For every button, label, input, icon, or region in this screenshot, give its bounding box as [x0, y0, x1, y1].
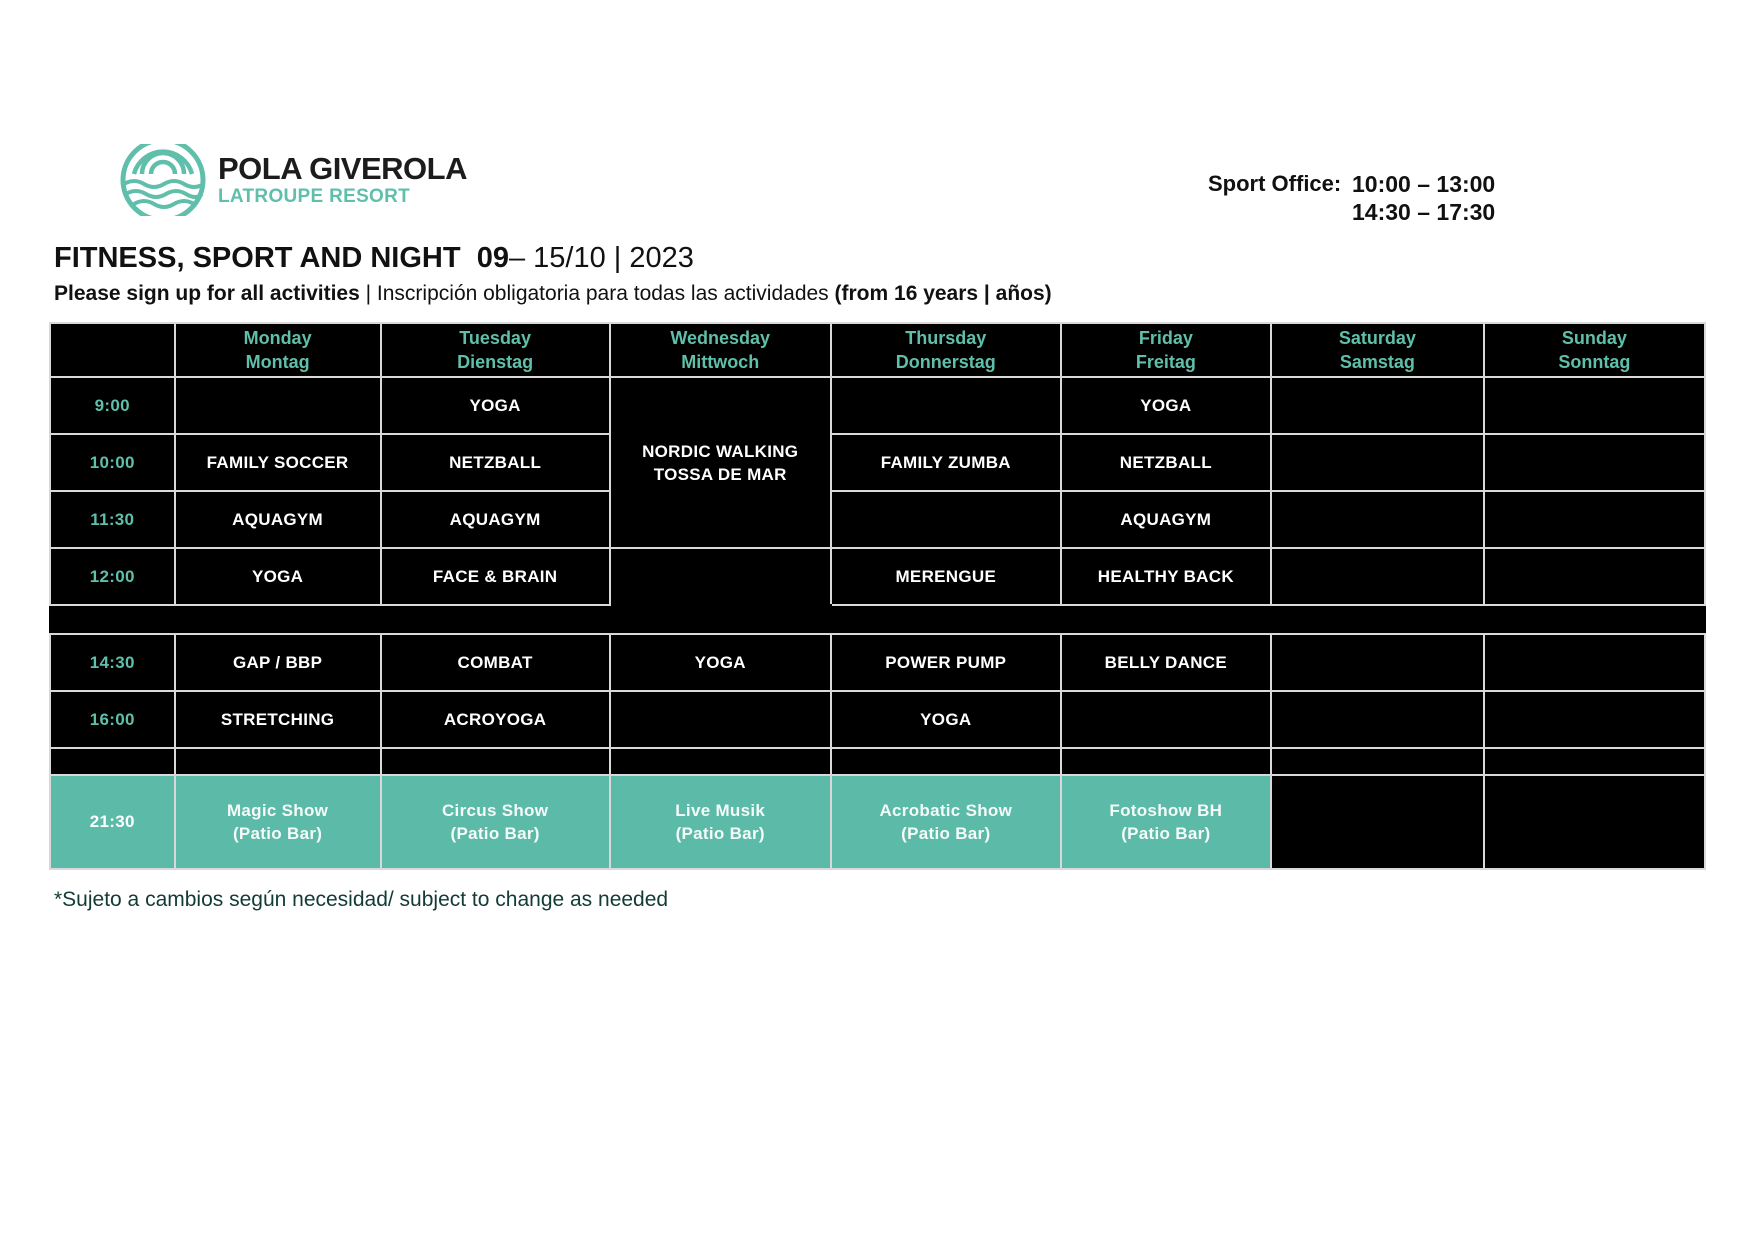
night-show-cell: Fotoshow BH (Patio Bar)	[1061, 775, 1271, 869]
activity-cell	[1271, 434, 1484, 491]
activity-cell: YOGA	[381, 377, 610, 434]
time-cell: 10:00	[50, 434, 175, 491]
activity-cell: YOGA	[831, 691, 1061, 748]
activity-cell	[1271, 377, 1484, 434]
table-row	[50, 548, 1705, 605]
activity-cell: NETZBALL	[1061, 434, 1271, 491]
empty-cell	[381, 748, 610, 775]
night-show-row	[50, 775, 1705, 869]
activity-cell	[831, 491, 1061, 548]
activity-cell	[1484, 634, 1705, 691]
header-corner	[50, 323, 175, 377]
night-show-cell: Live Musik (Patio Bar)	[610, 775, 831, 869]
time-cell: 16:00	[50, 691, 175, 748]
activity-cell	[610, 691, 831, 748]
activity-cell: STRETCHING	[175, 691, 381, 748]
activity-cell: GAP / BBP	[175, 634, 381, 691]
activity-cell: FAMILY SOCCER	[175, 434, 381, 491]
header-day: Friday Freitag	[1061, 323, 1271, 377]
spacer-row	[50, 748, 1705, 775]
activity-cell	[1061, 691, 1271, 748]
activity-cell	[175, 377, 381, 434]
office-time-afternoon: 14:30 – 17:30	[1352, 199, 1496, 225]
empty-cell	[831, 748, 1061, 775]
title-dates	[477, 242, 694, 274]
footnote: *Sujeto a cambios según necesidad/ subject to change as needed	[54, 888, 669, 911]
table-row	[50, 434, 1705, 491]
header-day: Sunday Sonntag	[1484, 323, 1705, 377]
resort-logo-icon	[120, 144, 206, 216]
signup-notice-age: (from 16 years | años)	[834, 282, 1052, 305]
empty-cell	[50, 748, 175, 775]
empty-cell	[1271, 775, 1484, 869]
empty-cell	[1061, 748, 1271, 775]
activity-cell	[1484, 434, 1705, 491]
table-header-row	[50, 323, 1705, 377]
time-cell: 12:00	[50, 548, 175, 605]
time-cell: 11:30	[50, 491, 175, 548]
activity-cell: BELLY DANCE	[1061, 634, 1271, 691]
header-day: Wednesday Mittwoch	[610, 323, 831, 377]
time-cell: 14:30	[50, 634, 175, 691]
activity-schedule-table	[49, 322, 1706, 870]
table-row	[50, 691, 1705, 748]
header-day: Saturday Samstag	[1271, 323, 1484, 377]
activity-cell: FAMILY ZUMBA	[831, 434, 1061, 491]
sport-office-times	[1352, 170, 1552, 226]
table-row	[50, 491, 1705, 548]
office-time-morning: 10:00 – 13:00	[1352, 171, 1496, 197]
activity-cell: MERENGUE	[831, 548, 1061, 605]
time-cell: 9:00	[50, 377, 175, 434]
time-cell: 21:30	[50, 775, 175, 869]
sport-office-label: Sport Office:	[1208, 171, 1342, 196]
activity-cell	[1271, 691, 1484, 748]
activity-cell: AQUAGYM	[1061, 491, 1271, 548]
signup-notice-es: | Inscripción obligatoria para todas las actividades	[359, 282, 835, 305]
brand	[218, 152, 467, 208]
title-date-start: 09	[476, 242, 509, 274]
header-day: Thursday Donnerstag	[831, 323, 1061, 377]
activity-cell	[831, 377, 1061, 434]
activity-cell	[1484, 377, 1705, 434]
brand-subtitle: LATROUPE RESORT	[218, 186, 411, 207]
brand-name: POLA GIVEROLA	[218, 151, 467, 186]
table-row	[50, 377, 1705, 434]
night-show-cell: Acrobatic Show (Patio Bar)	[831, 775, 1061, 869]
activity-cell: NETZBALL	[381, 434, 610, 491]
signup-notice-en: Please sign up for all activities	[54, 282, 360, 305]
activity-cell: FACE & BRAIN	[381, 548, 610, 605]
activity-cell: AQUAGYM	[381, 491, 610, 548]
activity-cell	[1271, 548, 1484, 605]
lunch-break-row	[50, 605, 1705, 634]
empty-cell	[610, 748, 831, 775]
activity-cell: POWER PUMP	[831, 634, 1061, 691]
title-main: FITNESS, SPORT AND NIGHT	[54, 242, 461, 274]
empty-cell	[175, 748, 381, 775]
activity-cell-merged: NORDIC WALKING TOSSA DE MAR	[610, 377, 831, 548]
empty-cell	[1484, 748, 1705, 775]
activity-cell: YOGA	[1061, 377, 1271, 434]
activity-cell: ACROYOGA	[381, 691, 610, 748]
activity-cell	[610, 548, 831, 605]
activity-cell: YOGA	[610, 634, 831, 691]
activity-cell: COMBAT	[381, 634, 610, 691]
activity-cell	[1271, 491, 1484, 548]
night-show-cell: Magic Show (Patio Bar)	[175, 775, 381, 869]
break-cell	[50, 605, 1705, 634]
activity-cell: AQUAGYM	[175, 491, 381, 548]
activity-cell: HEALTHY BACK	[1061, 548, 1271, 605]
header-day: Tuesday Dienstag	[381, 323, 610, 377]
activity-cell	[1271, 634, 1484, 691]
table-row	[50, 634, 1705, 691]
activity-cell: YOGA	[175, 548, 381, 605]
empty-cell	[1271, 748, 1484, 775]
signup-notice	[54, 280, 1052, 308]
header-day: Monday Montag	[175, 323, 381, 377]
activity-cell	[1484, 691, 1705, 748]
empty-cell	[1484, 775, 1705, 869]
activity-cell	[1484, 491, 1705, 548]
activity-cell	[1484, 548, 1705, 605]
night-show-cell: Circus Show (Patio Bar)	[381, 775, 610, 869]
page-title	[54, 240, 694, 276]
title-date-rest: – 15/10 | 2023	[508, 242, 694, 274]
